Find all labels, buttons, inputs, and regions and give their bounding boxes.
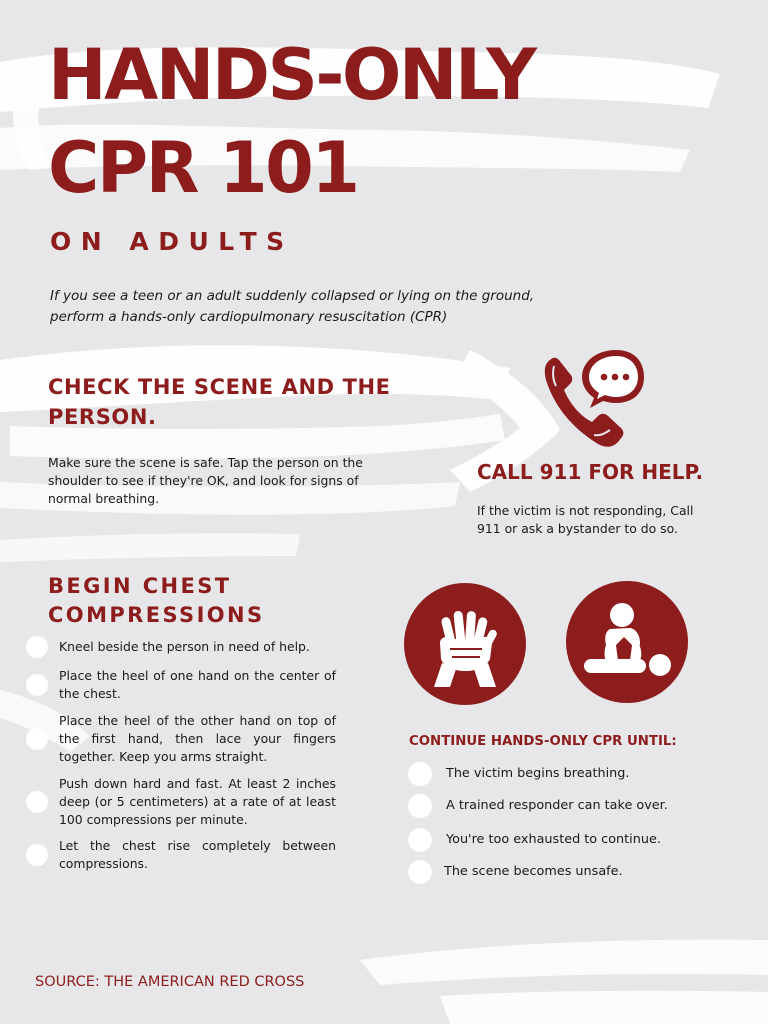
list-item bbox=[408, 764, 630, 784]
chest-compressions-heading: BEGIN CHEST COMPRESSIONS bbox=[48, 574, 265, 628]
phone-icon bbox=[540, 346, 644, 454]
continue-cpr-heading: CONTINUE HANDS-ONLY CPR UNTIL: bbox=[409, 734, 677, 749]
list-item-text: Place the heel of the other hand on top of the first hand, then lace your fingers together. Keep you arms straight. bbox=[59, 712, 336, 764]
compression-steps-list bbox=[26, 638, 336, 873]
list-item-text: You're too exhausted to continue. bbox=[446, 832, 661, 847]
check-scene-text: Make sure the scene is safe. Tap the person on the shoulder to see if they're OK, and look for signs of normal breathing. bbox=[48, 455, 363, 506]
list-item-text: A trained responder can take over. bbox=[446, 798, 668, 813]
bullet-circle bbox=[26, 728, 48, 750]
list-item-text: Place the heel of one hand on the center of the chest. bbox=[59, 667, 336, 701]
list-item-text: Push down hard and fast. At least 2 inches deep (or 5 centimeters) at a rate of at least 100 compressions per minute. bbox=[59, 775, 336, 827]
list-item bbox=[26, 667, 336, 703]
source-credit: SOURCE: THE AMERICAN RED CROSS bbox=[35, 974, 305, 990]
bullet-circle bbox=[26, 636, 48, 658]
page-title-line1: HANDS-ONLY bbox=[48, 34, 535, 116]
bullet-circle bbox=[408, 794, 432, 818]
page-subtitle: ON ADULTS bbox=[50, 227, 294, 256]
bullet-circle bbox=[26, 791, 48, 813]
bullet-circle bbox=[26, 844, 48, 866]
list-item bbox=[26, 775, 336, 829]
list-item bbox=[26, 638, 336, 656]
list-item-text: The scene becomes unsafe. bbox=[444, 864, 623, 879]
bullet-circle bbox=[408, 762, 432, 786]
list-item bbox=[26, 837, 336, 873]
list-item-text: Let the chest rise completely between compressions. bbox=[59, 837, 336, 871]
list-item bbox=[408, 862, 623, 882]
list-item bbox=[26, 712, 336, 766]
page-title-line2: CPR 101 bbox=[48, 127, 358, 209]
check-scene-heading: CHECK THE SCENE AND THE PERSON. bbox=[48, 375, 391, 430]
call-911-text: If the victim is not responding, Call 911 or ask a bystander to do so. bbox=[477, 503, 694, 536]
person-performing-cpr-icon bbox=[566, 581, 688, 703]
bullet-circle bbox=[408, 860, 432, 884]
call-911-heading: CALL 911 FOR HELP. bbox=[477, 460, 704, 484]
list-item-text: The victim begins breathing. bbox=[446, 766, 630, 781]
list-item-text: Kneel beside the person in need of help. bbox=[59, 639, 310, 654]
bullet-circle bbox=[26, 674, 48, 696]
interlaced-hands-icon bbox=[404, 583, 526, 705]
list-item bbox=[408, 830, 661, 850]
intro-text: If you see a teen or an adult suddenly collapsed or lying on the ground, perform a hands-only cardiopulmonary resuscitation (CPR) bbox=[50, 288, 535, 325]
list-item bbox=[408, 796, 668, 816]
bullet-circle bbox=[408, 828, 432, 852]
